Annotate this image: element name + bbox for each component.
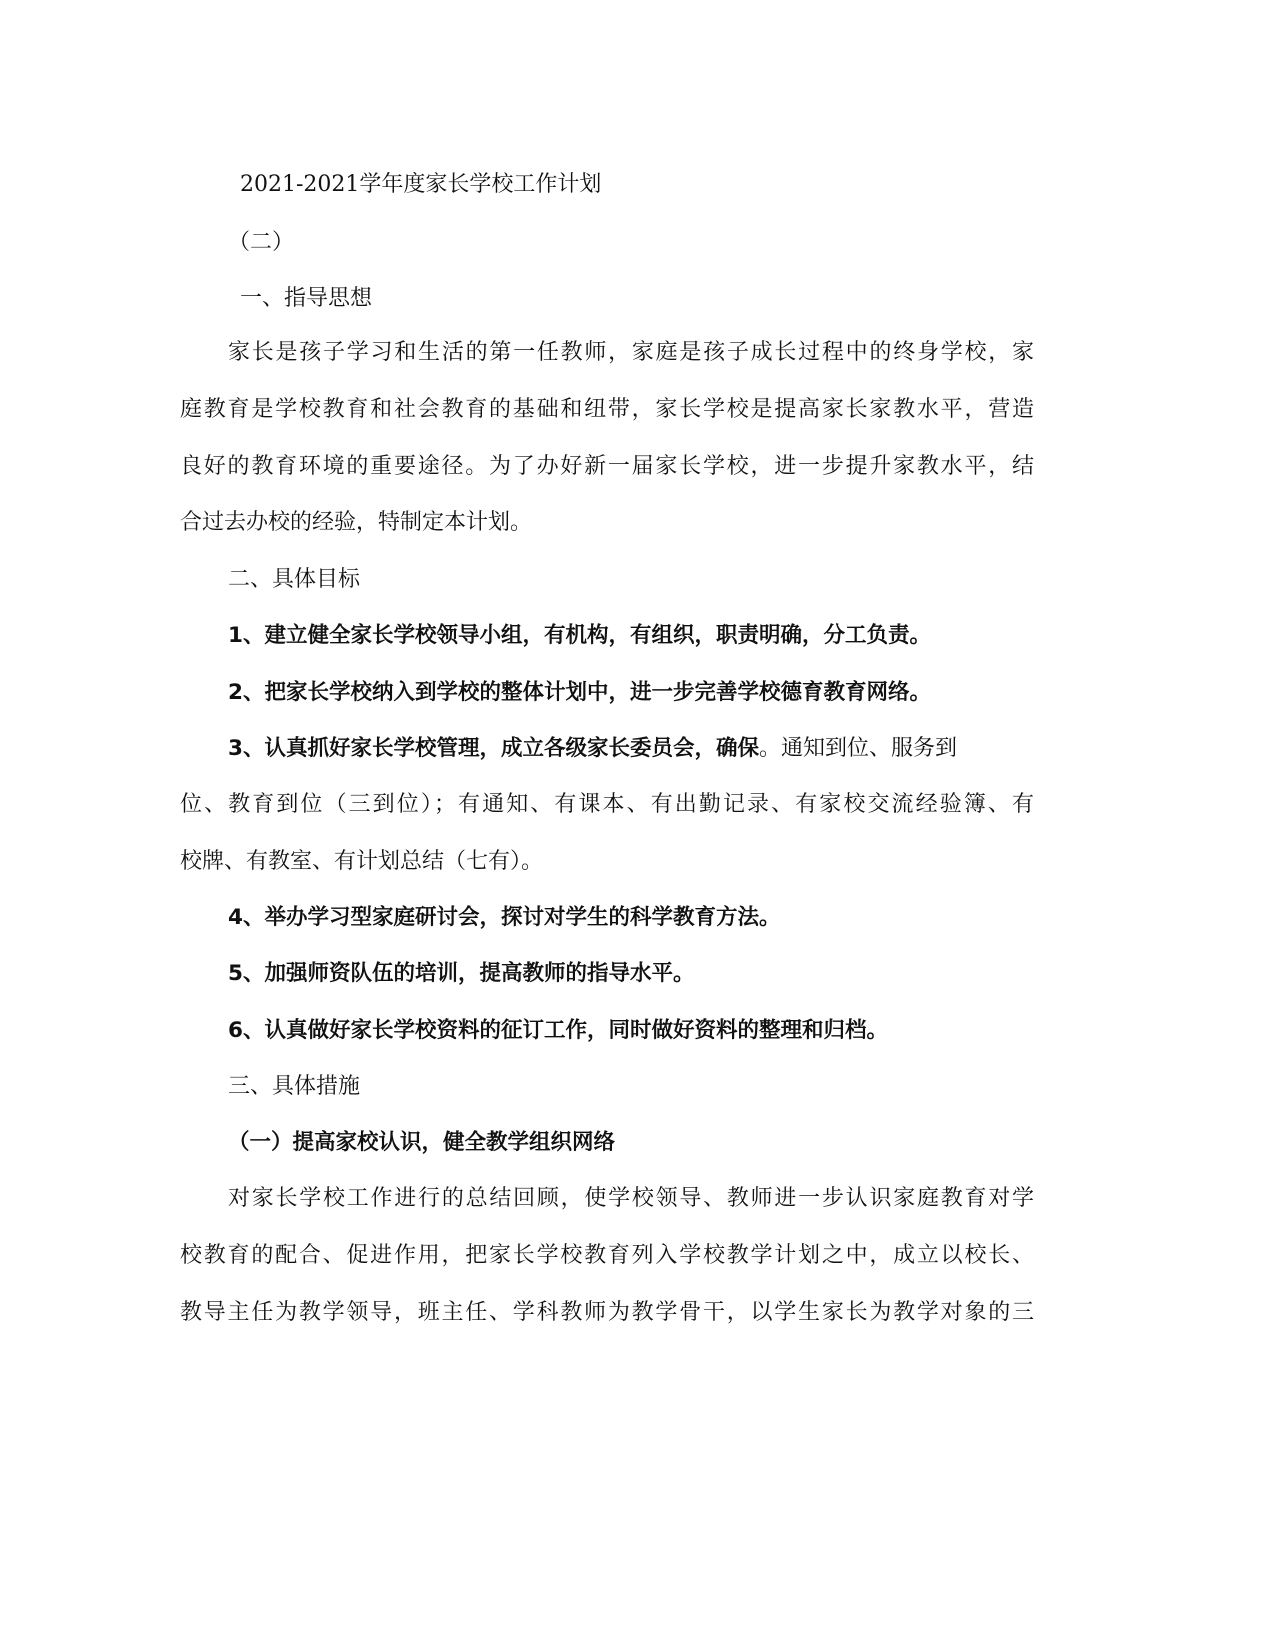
goal-3-bold: 3、认真抓好家长学校管理，成立各级家长委员会，确保 — [228, 736, 759, 761]
section1-para-line-4: 合过去办校的经验，特制定本计划。 — [180, 510, 533, 535]
section1-para-line-1: 家长是孩子学习和生活的第一任教师，家庭是孩子成长过程中的终身学校，家 — [228, 340, 1034, 365]
section3-heading: 三、具体措施 — [228, 1074, 361, 1099]
section2-heading: 二、具体目标 — [228, 567, 361, 592]
part-label: （二） — [228, 230, 295, 255]
section1-para-line-2: 庭教育是学校教育和社会教育的基础和纽带，家长学校是提高家长家教水平，营造 — [180, 397, 1034, 422]
goal-1: 1、建立健全家长学校领导小组，有机构，有组织，职责明确，分工负责。 — [228, 623, 931, 648]
section1-heading: 一、指导思想 — [240, 286, 373, 311]
section3-para-line-2: 校教育的配合、促进作用，把家长学校教育列入学校教学计划之中，成立以校长、 — [180, 1243, 1034, 1268]
goal-3-line-2: 位、教育到位（三到位）；有通知、有课本、有出勤记录、有家校交流经验簿、有 — [180, 792, 1034, 817]
section1-para-line-3: 良好的教育环境的重要途径。为了办好新一届家长学校，进一步提升家教水平，结 — [180, 454, 1034, 479]
section3-subheading-1: （一）提高家校认识，健全教学组织网络 — [228, 1130, 616, 1155]
goal-4: 4、举办学习型家庭研讨会，探讨对学生的科学教育方法。 — [228, 905, 781, 930]
section3-para-line-3: 教导主任为教学领导，班主任、学科教师为教学骨干，以学生家长为教学对象的三 — [180, 1300, 1034, 1325]
goal-6: 6、认真做好家长学校资料的征订工作，同时做好资料的整理和归档。 — [228, 1018, 888, 1043]
document-title: 2021-2021学年度家长学校工作计划 — [240, 172, 602, 197]
goal-3-line-1 — [228, 734, 1275, 764]
goal-5: 5、加强师资队伍的培训，提高教师的指导水平。 — [228, 961, 695, 986]
goal-2: 2、把家长学校纳入到学校的整体计划中，进一步完善学校德育教育网络。 — [228, 680, 931, 705]
goal-3-line-3: 校牌、有教室、有计划总结（七有）。 — [180, 849, 544, 874]
section3-para-line-1: 对家长学校工作进行的总结回顾，使学校领导、教师进一步认识家庭教育对学 — [228, 1186, 1034, 1211]
goal-3-rest: 。通知到位、服务到 — [758, 736, 957, 761]
